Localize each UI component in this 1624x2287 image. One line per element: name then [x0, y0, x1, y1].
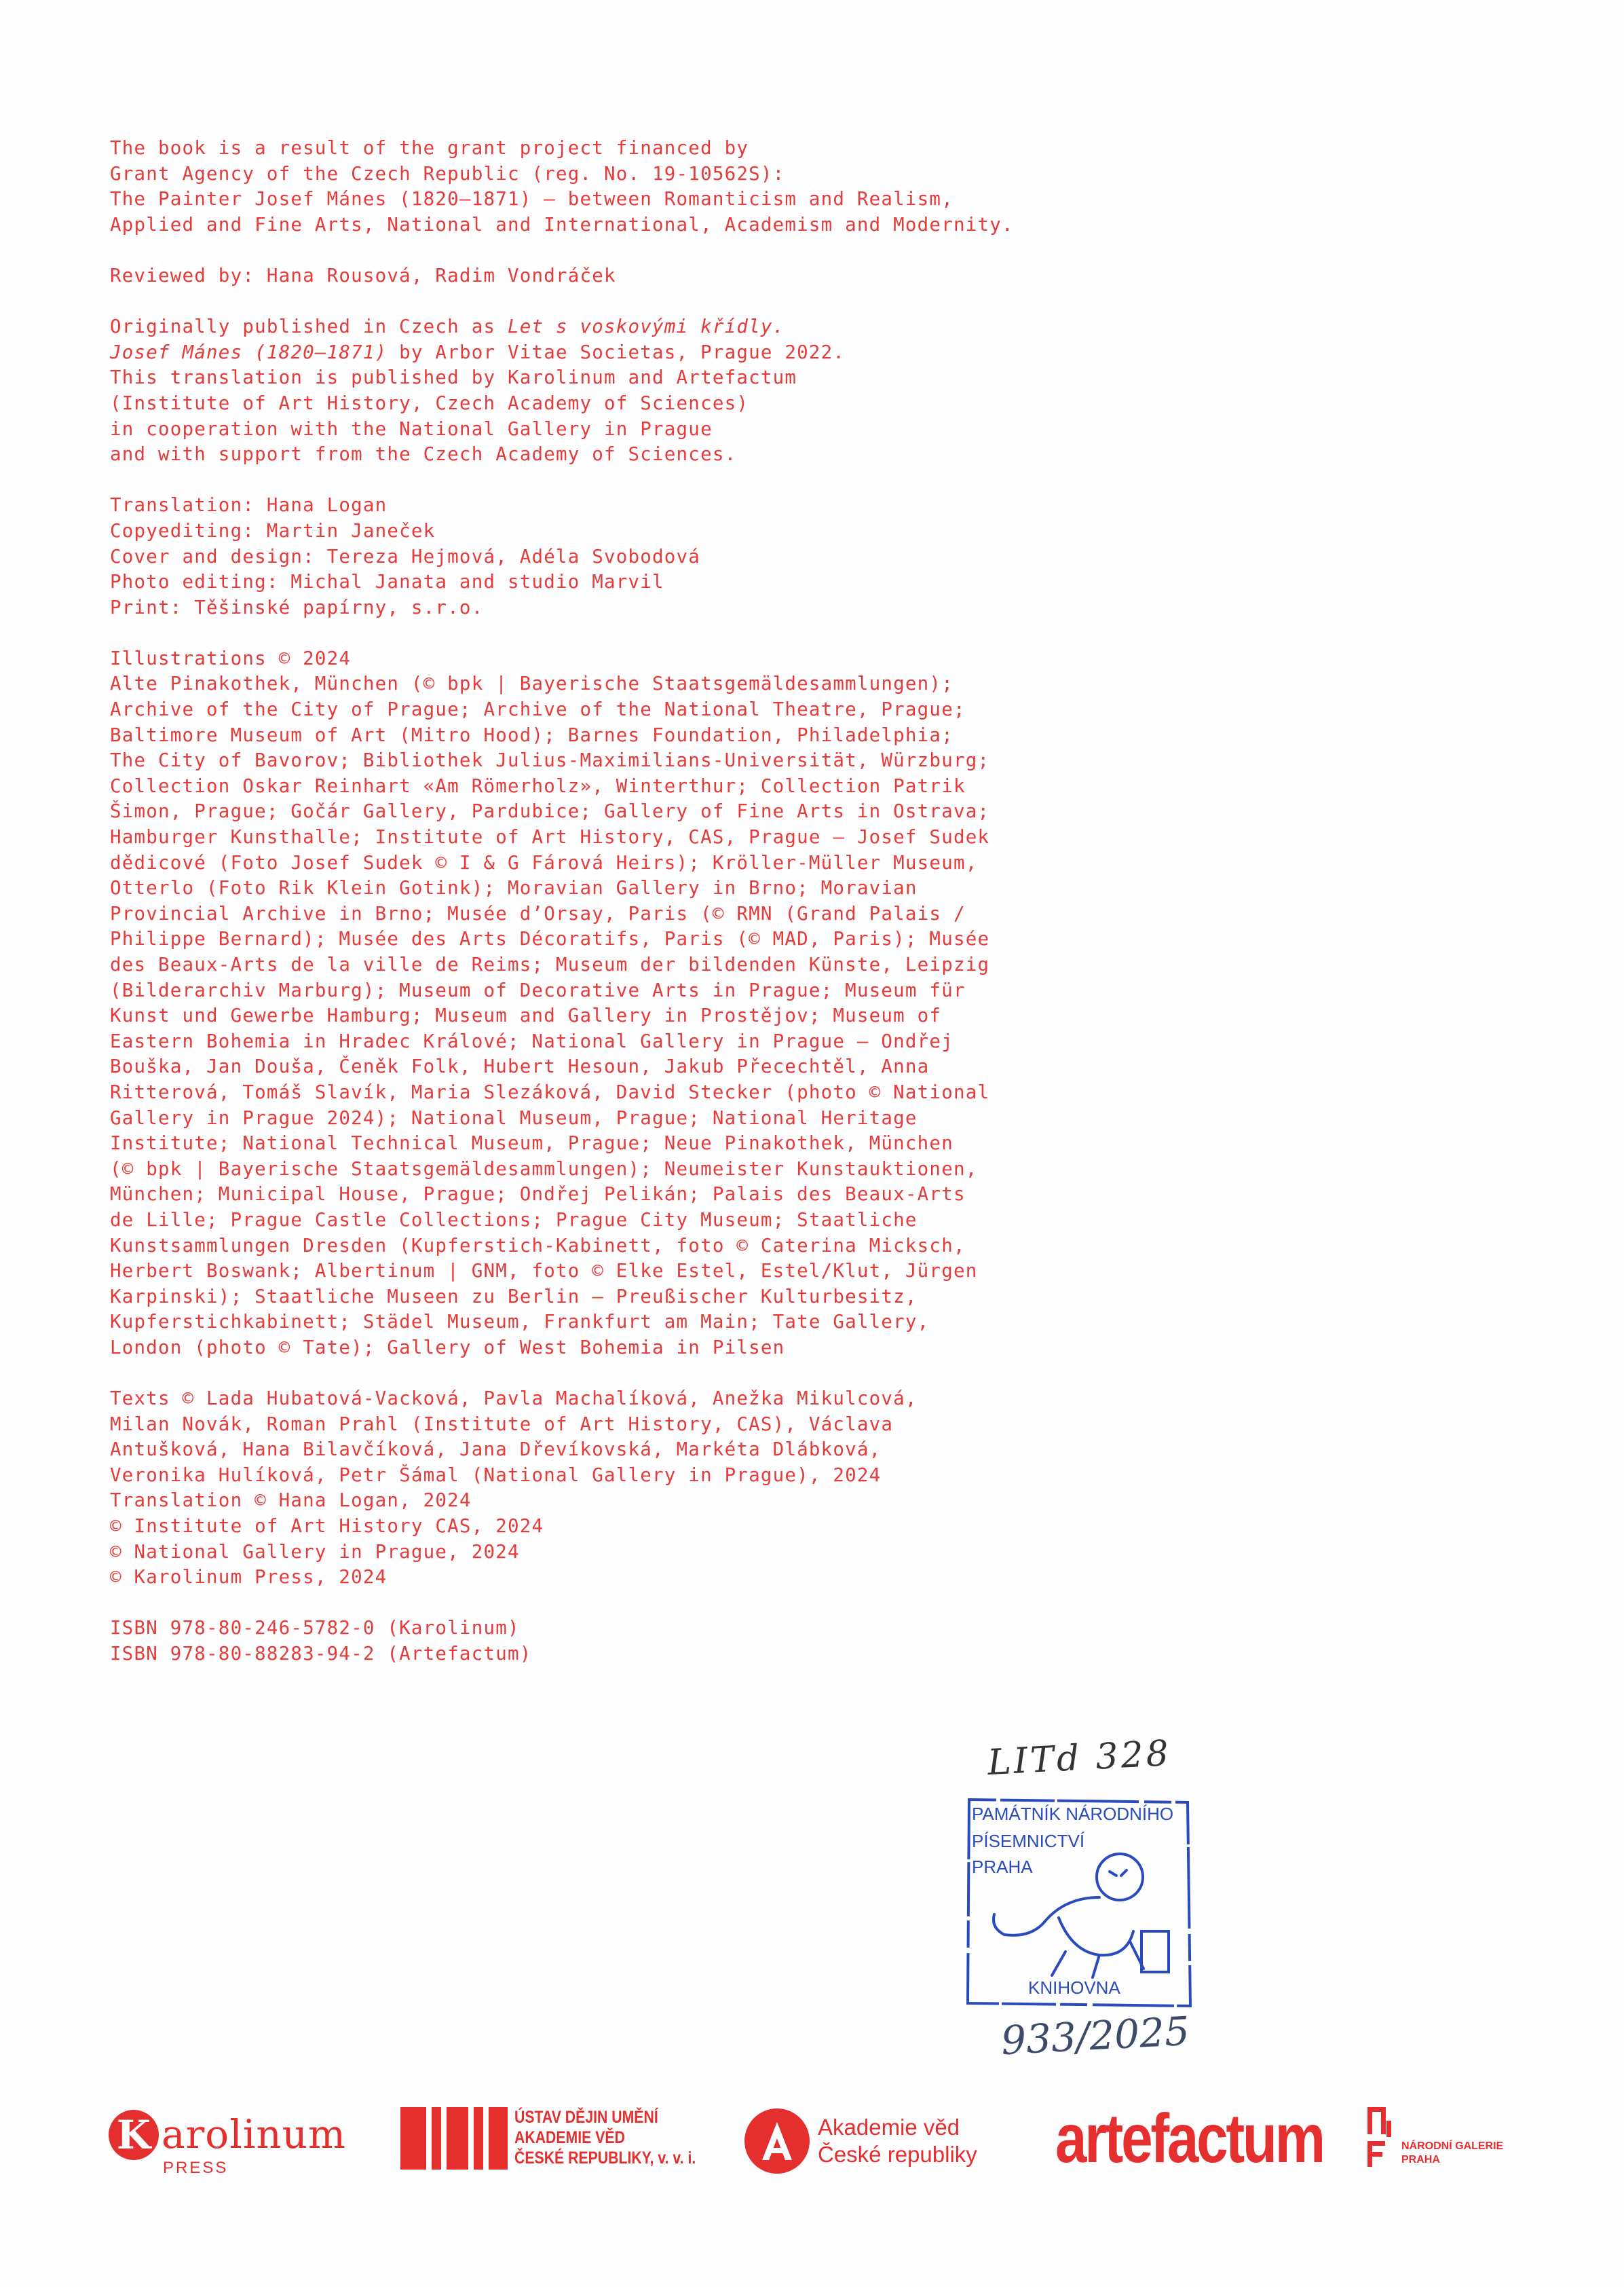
accession-number: 933/2025 [1000, 2007, 1191, 2064]
illustration-credit-line: Ritterová, Tomáš Slavík, Maria Slezáková, David Stecker (photo © National [110, 1081, 990, 1103]
credit-line: Photo editing: Michal Janata and studio Marvil [110, 571, 664, 593]
ng-text: NÁRODNÍ GALERIE PRAHA [1401, 2140, 1504, 2165]
isbn-line: ISBN 978-80-88283-94-2 (Artefactum) [110, 1643, 532, 1665]
udu-logo [400, 2107, 696, 2175]
reviewers [110, 263, 1399, 289]
avcr-circle [744, 2108, 810, 2174]
original-title-2: Josef Mánes (1820–1871) [110, 341, 388, 363]
artefactum-logo: artefactum [1055, 2100, 1323, 2177]
illustration-credit-line: de Lille; Prague Castle Collections; Prague City Museum; Staatliche [110, 1208, 918, 1231]
illustration-credit-line: Otterlo (Foto Rik Klein Gotink); Moravian Gallery in Brno; Moravian [110, 877, 918, 899]
isbn-line: ISBN 978-80-246-5782-0 (Karolinum) [110, 1617, 520, 1639]
illustration-credit-line: Kunst und Gewerbe Hamburg; Museum and Gallery in Prostějov; Museum of [110, 1005, 942, 1027]
illustration-credit-line: Institute; National Technical Museum, Prague; Neue Pinakothek, München [110, 1132, 953, 1155]
original-line: (Institute of Art History, Czech Academy of Sciences) [110, 392, 749, 414]
avcr-logo [744, 2108, 1030, 2176]
grant-line: The book is a result of the grant project financed by [110, 137, 749, 159]
library-stamp [947, 1732, 1218, 2064]
illustration-credit-line: The City of Bavorov; Bibliothek Julius-Maximilians-Universität, Würzburg; [110, 749, 990, 772]
illustration-credit-line: Hamburger Kunsthalle; Institute of Art History, CAS, Prague – Josef Sudek [110, 826, 990, 849]
illustration-credit-line: Alte Pinakothek, München (© bpk | Bayerische Staatsgemäldesammlungen); [110, 673, 953, 695]
credits [110, 493, 1399, 620]
original-line: This translation is published by Karolinum and Artefactum [110, 367, 797, 389]
avcr-a-icon [744, 2108, 810, 2174]
illustration-credit-line: Philippe Bernard); Musée des Arts Décoratifs, Paris (© MAD, Paris); Musée [110, 928, 990, 950]
credit-line: Copyediting: Martin Janeček [110, 519, 436, 542]
stamp-institution-line-3: PRAHA [972, 1857, 1033, 1877]
copyright-line: Antušková, Hana Bilavčíková, Jana Dřevíkovská, Markéta Dlábková, [110, 1438, 882, 1461]
illustration-credit-line: Karpinski); Staatliche Museen zu Berlin – Preußischer Kulturbesitz, [110, 1285, 918, 1307]
illustration-credit-line: Baltimore Museum of Art (Mitro Hood); Barnes Foundation, Philadelphia; [110, 724, 953, 746]
illustration-credit-line: Herbert Boswank; Albertinum | GNM, foto © Elke Estel, Estel/Klut, Jürgen [110, 1260, 978, 1282]
illustration-credit-line: München; Municipal House, Prague; Ondřej Pelikán; Palais des Beaux-Arts [110, 1183, 966, 1206]
reviewed-by: Reviewed by: Hana Rousová, Radim Vondráček [110, 264, 616, 286]
karolinum-circle-letter: K [109, 2110, 159, 2160]
illustration-credit-line: (© bpk | Bayerische Staatsgemäldesammlungen); Neumeister Kunstauktionen, [110, 1157, 978, 1180]
copyright-line: Texts © Lada Hubatová-Vacková, Pavla Machalíková, Anežka Mikulcová, [110, 1388, 918, 1410]
illustration-credit-line: des Beaux-Arts de la ville de Reims; Museum der bildenden Künste, Leipzig [110, 954, 990, 975]
copyright-line: Milan Novák, Roman Prahl (Institute of Art History, CAS), Václava [110, 1413, 894, 1435]
grant-line: Grant Agency of the Czech Republic (reg. No. 19-10562S): [110, 162, 785, 185]
illustration-credit-line: Gallery in Prague 2024); National Museum, Prague; National Heritage [110, 1107, 918, 1129]
illustration-credit-line: Illustrations © 2024 [110, 647, 352, 669]
illustration-credit-line: Šimon, Prague; Gočár Gallery, Pardubice; Gallery of Fine Arts in Ostrava; [110, 800, 990, 823]
shelf-mark: LITd 328 [986, 1732, 1173, 1784]
karolinum-logo [109, 2110, 347, 2177]
illustration-credit-line: Eastern Bohemia in Hradec Králové; National Gallery in Prague – Ondřej [110, 1030, 953, 1052]
udu-text: ÚSTAV DĚJIN UMĚNÍ AKADEMIE VĚD ČESKÉ REPUBLIKY, v. v. i. [514, 2108, 696, 2168]
copyright-notice [110, 1386, 1399, 1591]
national-gallery-logo [1367, 2107, 1537, 2175]
stamp-bottom: KNIHOVNA [1028, 1977, 1120, 1998]
credit-line: Cover and design: Tereza Hejmová, Adéla Svobodová [110, 545, 701, 568]
grant-line: The Painter Josef Mánes (1820–1871) – between Romanticism and Realism, [110, 188, 953, 210]
karolinum-press: PRESS [163, 2159, 229, 2177]
original-suffix: by Arbor Vitae Societas, Prague 2022. [387, 341, 846, 363]
copyright-line: © Institute of Art History CAS, 2024 [110, 1515, 544, 1538]
original-line: and with support from the Czech Academy of Sciences. [110, 443, 737, 466]
avcr-text: Akademie věd České republiky [818, 2115, 977, 2167]
illustration-credit-line: Provincial Archive in Brno; Musée d’Orsay, Paris (© RMN (Grand Palais / [110, 902, 966, 925]
karolinum-name: arolinum [162, 2111, 347, 2157]
illustration-credit-line: Kupferstichkabinett; Städel Museum, Frankfurt am Main; Tate Gallery, [110, 1311, 930, 1333]
illustration-credit-line: London (photo © Tate); Gallery of West Bohemia in Pilsen [110, 1336, 785, 1358]
copyright-line: Veronika Hulíková, Petr Šámal (National Gallery in Prague), 2024 [110, 1464, 882, 1486]
isbn-list [110, 1616, 1399, 1667]
credit-line: Translation: Hana Logan [110, 494, 388, 517]
original-title-1: Let s voskovými křídly. [507, 316, 785, 338]
udu-mark [400, 2107, 508, 2170]
illustration-credit-line: (Bilderarchiv Marburg); Museum of Decorative Arts in Prague; Museum für [110, 979, 966, 1001]
illustration-credit-line: Bouška, Jan Douša, Čeněk Folk, Hubert Hesoun, Jakub Přecechtěl, Anna [110, 1056, 930, 1078]
grant-info [110, 136, 1399, 238]
original-prefix: Originally published in Czech as [110, 316, 508, 338]
illustrations-credits [110, 646, 1399, 1361]
copyright-line: © National Gallery in Prague, 2024 [110, 1540, 520, 1563]
illustration-credit-line: Kunstsammlungen Dresden (Kupferstich-Kabinett, foto © Caterina Micksch, [110, 1234, 966, 1257]
ng-mark [1367, 2107, 1395, 2168]
grant-line: Applied and Fine Arts, National and International, Academism and Modernity. [110, 213, 1014, 236]
stamp-seal [964, 1796, 1194, 2013]
stamp-institution-line-2: PÍSEMNICTVÍ [972, 1831, 1085, 1851]
original-line: in cooperation with the National Gallery in Prague [110, 417, 713, 440]
illustration-credit-line: dědicové (Foto Josef Sudek © I & G Fárová Heirs); Kröller-Müller Museum, [110, 851, 978, 874]
original-publication [110, 314, 1399, 468]
copyright-line: Translation © Hana Logan, 2024 [110, 1489, 472, 1512]
illustration-credit-line: Archive of the City of Prague; Archive of the National Theatre, Prague; [110, 699, 966, 721]
colophon [110, 136, 1399, 1692]
stamp-institution-line-1: PAMÁTNÍK NÁRODNÍHO [972, 1804, 1174, 1824]
copyright-line: © Karolinum Press, 2024 [110, 1566, 388, 1588]
credit-line: Print: Těšinské papírny, s.r.o. [110, 596, 484, 618]
illustration-credit-line: Collection Oskar Reinhart «Am Römerholz», Winterthur; Collection Patrik [110, 775, 966, 797]
